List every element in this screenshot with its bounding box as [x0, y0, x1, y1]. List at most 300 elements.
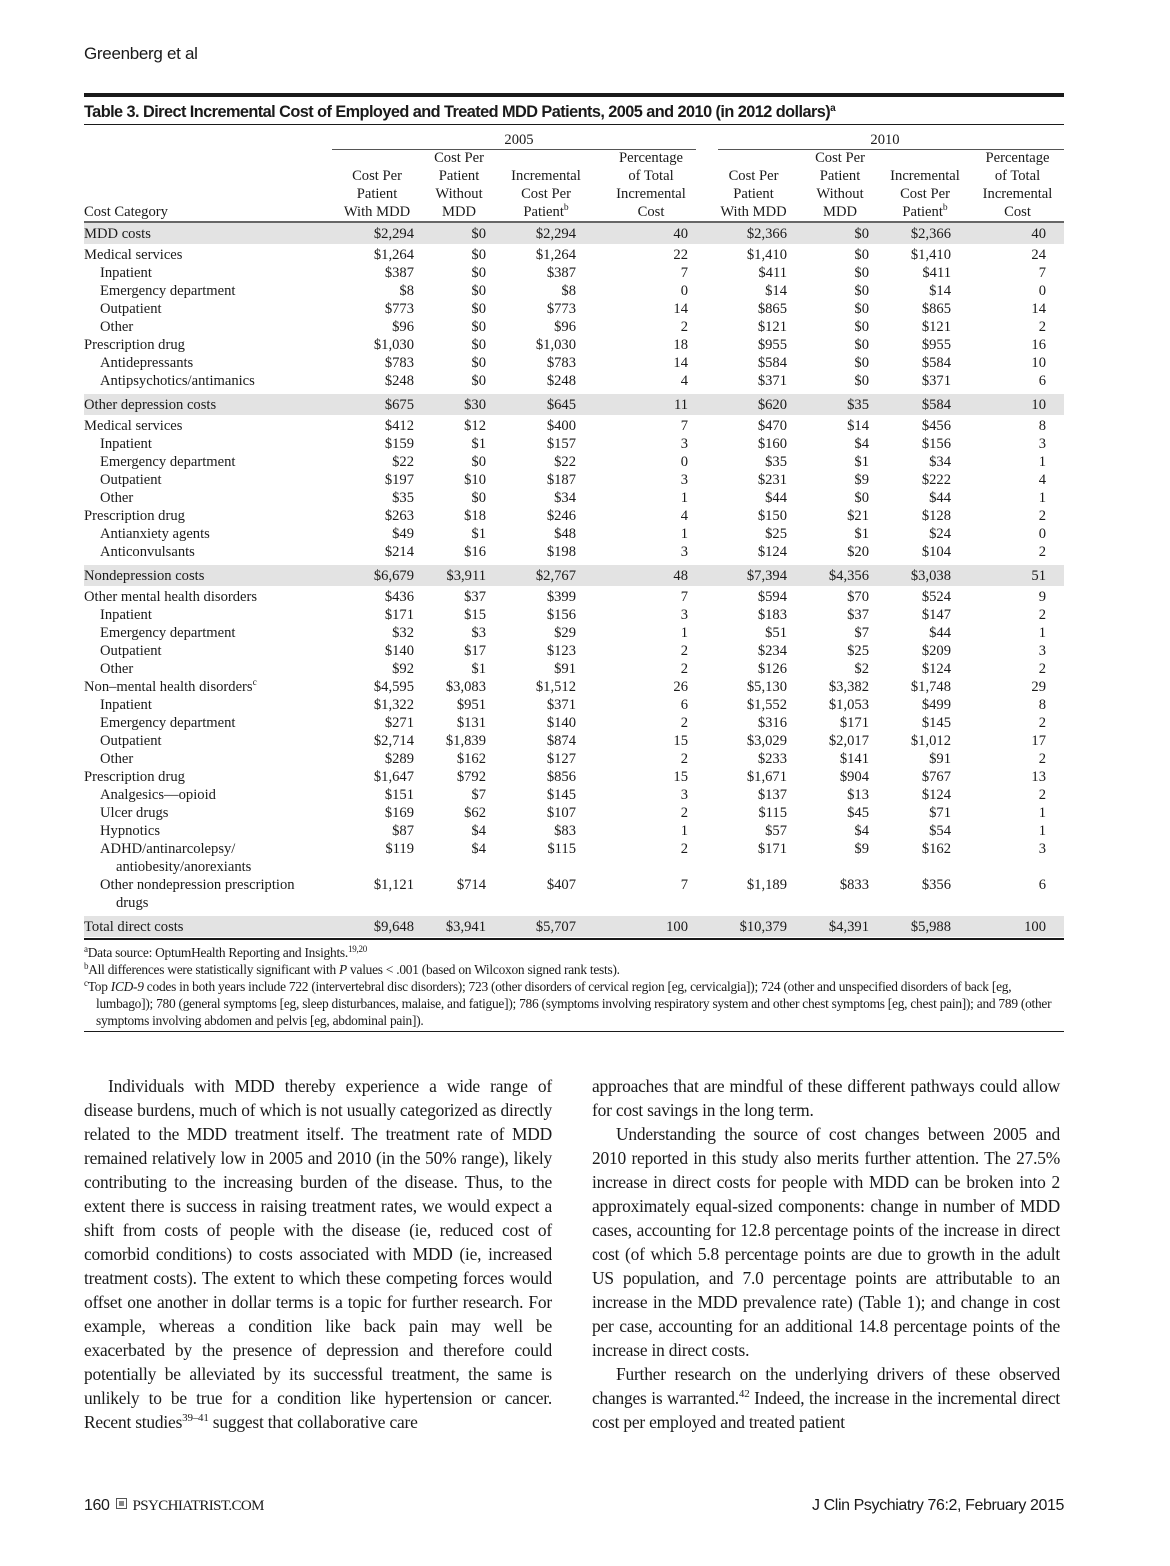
- cell-with-mdd-2005: $140: [384, 643, 414, 659]
- cell-with-mdd-2005: $151: [384, 787, 414, 803]
- cell-without-mdd-2010: $70: [847, 589, 869, 605]
- cell-with-mdd-2010: $183: [757, 607, 787, 623]
- cell-with-mdd-2010: $865: [757, 301, 787, 317]
- cell-with-mdd-2010: $1,552: [746, 697, 787, 713]
- cell-with-mdd-2010: $620: [706, 394, 801, 415]
- table-row: [84, 714, 1064, 732]
- row-label: Other: [100, 319, 134, 335]
- cell-with-mdd-2010: $2,366: [706, 222, 801, 244]
- cell-percentage-2005: 1: [680, 625, 688, 641]
- year-2005-header: 2005: [332, 125, 706, 149]
- cell-with-mdd-2005: $214: [384, 544, 414, 560]
- cell-percentage-2005: 14: [673, 355, 688, 371]
- cell-with-mdd-2010: $171: [757, 841, 787, 857]
- row-label: Inpatient: [100, 265, 152, 281]
- col-with-mdd-2010: Cost Per Patient With MDD: [706, 149, 801, 222]
- cell-incremental-2005: $783: [546, 355, 576, 371]
- cell-percentage-2010: 14: [1031, 301, 1046, 317]
- cell-with-mdd-2010: $10,379: [706, 916, 801, 937]
- table-row: [84, 786, 1064, 804]
- cell-with-mdd-2005: $96: [392, 319, 414, 335]
- cell-with-mdd-2005: $1,647: [373, 769, 414, 785]
- row-label: Other: [100, 751, 134, 767]
- cell-incremental-2010: $128: [921, 508, 951, 524]
- col-percentage-2010: Percentage of Total Incremental Cost: [971, 149, 1064, 222]
- col-without-mdd-2005: Cost Per Patient Without MDD: [422, 149, 496, 222]
- cell-with-mdd-2005: $49: [392, 526, 414, 542]
- cell-incremental-2010: $124: [921, 661, 951, 677]
- cell-incremental-2005: $29: [554, 625, 576, 641]
- cell-percentage-2005: 4: [680, 508, 688, 524]
- table-row: [84, 678, 1064, 696]
- cell-with-mdd-2005: $387: [384, 265, 414, 281]
- cell-percentage-2005: 6: [680, 697, 688, 713]
- table-title-footnote-mark: a: [830, 103, 836, 114]
- table-row: [84, 282, 1064, 300]
- row-label: Analgesics—opioid: [100, 787, 216, 803]
- cell-without-mdd-2005: $3,941: [422, 916, 496, 937]
- cell-percentage-2010: 4: [1038, 472, 1046, 488]
- table-row: [84, 244, 1064, 264]
- table-row: [84, 435, 1064, 453]
- cost-table: [84, 125, 1064, 937]
- table-row: [84, 372, 1064, 390]
- row-label: Emergency department: [100, 283, 236, 299]
- cell-with-mdd-2005: $2,294: [332, 222, 422, 244]
- cell-incremental-2005: $371: [546, 697, 576, 713]
- cell-with-mdd-2005: $8: [399, 283, 414, 299]
- footnote-a: $^a$Data source: OptumHealth Reporting and Insights.$^{19,20}$: [84, 944, 367, 960]
- table-row: [84, 543, 1064, 561]
- cell-with-mdd-2010: $150: [757, 508, 787, 524]
- cell-percentage-2005: 4: [680, 373, 688, 389]
- cell-with-mdd-2010: $44: [765, 490, 787, 506]
- table-row: [84, 642, 1064, 660]
- cell-without-mdd-2005: $3: [471, 625, 486, 641]
- cell-without-mdd-2010: $25: [847, 643, 869, 659]
- cell-incremental-2010: $147: [921, 607, 951, 623]
- cell-incremental-2010: $2,366: [879, 222, 971, 244]
- cell-percentage-2010: 8: [1038, 418, 1046, 434]
- cell-incremental-2005: $96: [554, 319, 576, 335]
- cell-without-mdd-2010: $1: [854, 526, 869, 542]
- cell-incremental-2005: $1,030: [535, 337, 576, 353]
- row-label: Medical services: [84, 247, 183, 263]
- cell-percentage-2010: 40: [971, 222, 1064, 244]
- table-row: [84, 318, 1064, 336]
- cell-with-mdd-2005: $9,648: [332, 916, 422, 937]
- cell-without-mdd-2005: $0: [471, 490, 486, 506]
- col-with-mdd-2005: Cost Per Patient With MDD: [332, 149, 422, 222]
- cell-with-mdd-2005: $1,264: [373, 247, 414, 263]
- cell-percentage-2010: 10: [1031, 355, 1046, 371]
- cell-percentage-2010: 1: [1038, 823, 1046, 839]
- cell-incremental-2010: $1,748: [910, 679, 951, 695]
- cell-percentage-2010: 2: [1038, 661, 1046, 677]
- cell-with-mdd-2010: $35: [765, 454, 787, 470]
- cell-percentage-2010: 2: [1038, 607, 1046, 623]
- cell-without-mdd-2010: $141: [839, 751, 869, 767]
- col-percentage-2005: Percentage of Total Incremental Cost: [596, 149, 706, 222]
- cell-without-mdd-2005: $131: [456, 715, 486, 731]
- cell-percentage-2010: 100: [971, 916, 1064, 937]
- cell-incremental-2005: $645: [496, 394, 596, 415]
- cell-with-mdd-2010: $955: [757, 337, 787, 353]
- table-row: [84, 840, 1064, 876]
- row-label: MDD costs: [84, 222, 332, 244]
- cell-without-mdd-2010: $2,017: [828, 733, 869, 749]
- cell-without-mdd-2005: $951: [456, 697, 486, 713]
- row-label: Prescription drug: [84, 769, 185, 785]
- cell-incremental-2010: $124: [921, 787, 951, 803]
- cell-with-mdd-2005: $169: [384, 805, 414, 821]
- cell-without-mdd-2005: $18: [464, 508, 486, 524]
- row-label: Outpatient: [100, 472, 162, 488]
- paragraph: approaches that are mindful of these different pathways could allow for cost savings in the long term.: [592, 1076, 1060, 1120]
- cell-with-mdd-2010: $57: [765, 823, 787, 839]
- cell-incremental-2010: $1,410: [910, 247, 951, 263]
- cell-incremental-2005: $34: [554, 490, 576, 506]
- cell-without-mdd-2010: $0: [854, 265, 869, 281]
- cell-without-mdd-2005: $1: [471, 526, 486, 542]
- cell-without-mdd-2010: $1,053: [828, 697, 869, 713]
- table-row: [84, 471, 1064, 489]
- row-label: Medical services: [84, 418, 183, 434]
- cell-with-mdd-2010: $160: [757, 436, 787, 452]
- cell-incremental-2010: $156: [921, 436, 951, 452]
- cell-percentage-2010: 0: [1038, 283, 1046, 299]
- cell-with-mdd-2005: $1,030: [373, 337, 414, 353]
- cell-with-mdd-2010: $3,029: [746, 733, 787, 749]
- cell-with-mdd-2005: $412: [384, 418, 414, 434]
- cell-incremental-2010: $14: [929, 283, 951, 299]
- cell-percentage-2005: 2: [680, 661, 688, 677]
- citation-ref: 39–41: [182, 1412, 209, 1424]
- cell-with-mdd-2005: $289: [384, 751, 414, 767]
- cell-with-mdd-2010: $316: [757, 715, 787, 731]
- cell-incremental-2010: $1,012: [910, 733, 951, 749]
- cell-percentage-2010: 3: [1038, 643, 1046, 659]
- row-label: Emergency department: [100, 625, 236, 641]
- cell-incremental-2010: $767: [921, 769, 951, 785]
- cell-percentage-2005: 7: [680, 589, 688, 605]
- row-label: Inpatient: [100, 607, 152, 623]
- cell-percentage-2005: 1: [680, 490, 688, 506]
- cell-without-mdd-2010: $0: [854, 283, 869, 299]
- table-body: [84, 222, 1064, 937]
- cell-without-mdd-2010: $833: [839, 877, 869, 893]
- cell-with-mdd-2010: $121: [757, 319, 787, 335]
- cell-incremental-2010: $356: [921, 877, 951, 893]
- journal-citation: J Clin Psychiatry 76:2, February 2015: [812, 1497, 1064, 1514]
- cell-percentage-2010: 8: [1038, 697, 1046, 713]
- cell-without-mdd-2005: $12: [464, 418, 486, 434]
- cell-without-mdd-2010: $904: [839, 769, 869, 785]
- cell-with-mdd-2010: $1,189: [746, 877, 787, 893]
- cell-percentage-2005: 7: [680, 877, 688, 893]
- cell-percentage-2005: 26: [673, 679, 688, 695]
- cell-incremental-2010: $371: [921, 373, 951, 389]
- cell-without-mdd-2010: $45: [847, 805, 869, 821]
- cell-incremental-2005: $123: [546, 643, 576, 659]
- square-bullet-icon: [116, 1498, 127, 1509]
- cell-percentage-2010: 2: [1038, 508, 1046, 524]
- cell-percentage-2005: 2: [680, 643, 688, 659]
- table-row: [84, 660, 1064, 678]
- cell-with-mdd-2005: $197: [384, 472, 414, 488]
- cell-percentage-2010: 13: [1031, 769, 1046, 785]
- cell-incremental-2005: $91: [554, 661, 576, 677]
- cell-without-mdd-2010: $0: [854, 247, 869, 263]
- cell-percentage-2010: 29: [1031, 679, 1046, 695]
- cell-percentage-2010: 7: [1038, 265, 1046, 281]
- cell-incremental-2005: $248: [546, 373, 576, 389]
- row-label: Other nondepression prescription drugs: [100, 877, 295, 911]
- cell-without-mdd-2005: $0: [471, 355, 486, 371]
- row-label: Other depression costs: [84, 394, 332, 415]
- cell-incremental-2010: $411: [922, 265, 951, 281]
- cell-percentage-2005: 3: [680, 607, 688, 623]
- row-label: Anticonvulsants: [100, 544, 195, 560]
- cell-incremental-2010: $865: [921, 301, 951, 317]
- cell-without-mdd-2010: $3,382: [828, 679, 869, 695]
- cell-with-mdd-2010: $411: [758, 265, 787, 281]
- cell-without-mdd-2010: $13: [847, 787, 869, 803]
- cell-without-mdd-2005: $17: [464, 643, 486, 659]
- table-row: [84, 415, 1064, 435]
- cell-with-mdd-2010: $1,410: [746, 247, 787, 263]
- row-label: Prescription drug: [84, 337, 185, 353]
- cell-without-mdd-2005: $1,839: [445, 733, 486, 749]
- cell-with-mdd-2010: $594: [757, 589, 787, 605]
- cell-percentage-2005: 22: [673, 247, 688, 263]
- cell-incremental-2005: $115: [547, 841, 576, 857]
- running-head: Greenberg et al: [84, 44, 198, 63]
- cell-incremental-2010: $44: [929, 625, 951, 641]
- paragraph: Understanding the source of cost changes between 2005 and 2010 reported in this study also merits further attention. The 27.5% increase in direct costs for people with MDD can be broken into 2 approximately equal-sized components: change in number of MDD cases, accounting for 12.8 percentage points of the increase in direct cost (of which 5.8 percentage points are due to growth in the adult US population, and 7.0 percentage points are attributable to an increase in the MDD prevalence rate) (Table 1); and change in cost per case, accounting for an additional 14.8 percentage points of the increase in direct costs.: [592, 1124, 1060, 1360]
- cell-with-mdd-2005: $119: [385, 841, 414, 857]
- cell-incremental-2005: $399: [546, 589, 576, 605]
- cell-incremental-2005: $5,707: [496, 916, 596, 937]
- cell-percentage-2010: 2: [1038, 751, 1046, 767]
- cell-percentage-2010: 6: [1038, 877, 1046, 893]
- footnote-c: $^c$Top ICD-9 codes in both years include 722 (intervertebral disc disorders); 723 (other disorders of cervical region [eg, cervicalgia]); 724 (other and unspecified disorders of back [eg, lumbago]); 780 (general symptoms [eg, sleep disturbances, malaise, and fatigue]); 786 (symptoms involving respiratory system and other chest symptoms [eg, chest pain]); and 789 (other symptoms involving abdomen and pelvis [eg, abdominal pain]).: [84, 978, 1052, 1028]
- cell-percentage-2010: 1: [1038, 805, 1046, 821]
- row-label: Antianxiety agents: [100, 526, 210, 542]
- table-row-section: [84, 394, 1064, 415]
- cell-without-mdd-2010: $0: [801, 222, 879, 244]
- cell-with-mdd-2010: $137: [757, 787, 787, 803]
- cell-without-mdd-2005: $0: [471, 319, 486, 335]
- cell-with-mdd-2005: $675: [332, 394, 422, 415]
- cell-with-mdd-2010: $5,130: [746, 679, 787, 695]
- table-title: [84, 97, 1064, 125]
- cell-incremental-2005: $145: [546, 787, 576, 803]
- cell-without-mdd-2005: $1: [471, 436, 486, 452]
- cell-with-mdd-2010: $1,671: [746, 769, 787, 785]
- cell-with-mdd-2010: $115: [758, 805, 787, 821]
- table-row: [84, 876, 1064, 912]
- cell-without-mdd-2005: $0: [471, 265, 486, 281]
- table-row: [84, 804, 1064, 822]
- cell-incremental-2005: $387: [546, 265, 576, 281]
- cell-incremental-2010: $499: [921, 697, 951, 713]
- cell-without-mdd-2005: $3,083: [445, 679, 486, 695]
- cell-percentage-2005: 100: [596, 916, 706, 937]
- cell-incremental-2010: $524: [921, 589, 951, 605]
- cell-without-mdd-2010: $4: [854, 823, 869, 839]
- cell-without-mdd-2005: $0: [471, 283, 486, 299]
- cell-incremental-2010: $222: [921, 472, 951, 488]
- table-row: [84, 264, 1064, 282]
- cell-without-mdd-2005: $0: [422, 222, 496, 244]
- cell-without-mdd-2010: $0: [854, 355, 869, 371]
- cell-without-mdd-2005: $3,911: [422, 565, 496, 586]
- table-row: [84, 525, 1064, 543]
- cell-incremental-2010: $24: [929, 526, 951, 542]
- cell-percentage-2010: 10: [971, 394, 1064, 415]
- page-footer-left: [84, 1497, 264, 1515]
- cell-percentage-2005: 3: [680, 436, 688, 452]
- cell-without-mdd-2010: $2: [854, 661, 869, 677]
- cell-percentage-2005: 2: [680, 715, 688, 731]
- cell-with-mdd-2005: $32: [392, 625, 414, 641]
- cell-percentage-2005: 40: [596, 222, 706, 244]
- cell-incremental-2010: $5,988: [879, 916, 971, 937]
- cell-without-mdd-2005: $7: [471, 787, 486, 803]
- cell-percentage-2010: 1: [1038, 490, 1046, 506]
- cell-with-mdd-2005: $271: [384, 715, 414, 731]
- table-row-section: [84, 222, 1064, 244]
- table-row: [84, 606, 1064, 624]
- cell-with-mdd-2005: $159: [384, 436, 414, 452]
- cell-without-mdd-2010: $37: [847, 607, 869, 623]
- site-link[interactable]: PSYCHIATRIST.COM: [132, 1498, 264, 1514]
- table-row: [84, 768, 1064, 786]
- cell-without-mdd-2010: $1: [854, 454, 869, 470]
- row-label: Hypnotics: [100, 823, 160, 839]
- cell-with-mdd-2005: $171: [384, 607, 414, 623]
- body-column-left: [84, 1074, 552, 1434]
- cell-without-mdd-2010: $9: [854, 841, 869, 857]
- cell-percentage-2005: 2: [680, 805, 688, 821]
- cell-with-mdd-2010: $124: [757, 544, 787, 560]
- table-row: [84, 336, 1064, 354]
- cell-without-mdd-2010: $0: [854, 319, 869, 335]
- cell-incremental-2005: $246: [546, 508, 576, 524]
- cell-without-mdd-2005: $62: [464, 805, 486, 821]
- cell-without-mdd-2010: $0: [854, 490, 869, 506]
- citation-ref: 42: [738, 1388, 750, 1400]
- cell-without-mdd-2005: $4: [471, 823, 486, 839]
- row-label: Other: [100, 661, 134, 677]
- table-row: [84, 507, 1064, 525]
- year-2010-header: 2010: [706, 125, 1064, 149]
- table-row-section: [84, 916, 1064, 937]
- cell-with-mdd-2005: $783: [384, 355, 414, 371]
- cell-incremental-2005: $874: [546, 733, 576, 749]
- cell-with-mdd-2010: $371: [757, 373, 787, 389]
- cell-incremental-2005: $48: [554, 526, 576, 542]
- cell-incremental-2010: $145: [921, 715, 951, 731]
- cost-category-header: Cost Category: [84, 149, 332, 222]
- cell-incremental-2005: $1,512: [535, 679, 576, 695]
- cell-without-mdd-2005: $0: [471, 454, 486, 470]
- column-header-row: [84, 149, 1064, 222]
- cell-incremental-2010: $456: [921, 418, 951, 434]
- cell-percentage-2010: 2: [1038, 715, 1046, 731]
- cell-percentage-2010: 3: [1038, 841, 1046, 857]
- cell-incremental-2005: $83: [554, 823, 576, 839]
- cell-without-mdd-2010: $35: [801, 394, 879, 415]
- cell-without-mdd-2005: $162: [456, 751, 486, 767]
- cell-without-mdd-2010: $4: [854, 436, 869, 452]
- row-label: Inpatient: [100, 697, 152, 713]
- cell-incremental-2005: $127: [546, 751, 576, 767]
- cell-without-mdd-2005: $30: [422, 394, 496, 415]
- cell-incremental-2005: $2,767: [496, 565, 596, 586]
- cell-percentage-2005: 14: [673, 301, 688, 317]
- cell-percentage-2010: 1: [1038, 454, 1046, 470]
- row-label: Ulcer drugs: [100, 805, 169, 821]
- cell-without-mdd-2010: $21: [847, 508, 869, 524]
- cell-without-mdd-2005: $4: [471, 841, 486, 857]
- cell-without-mdd-2010: $171: [839, 715, 869, 731]
- cell-percentage-2010: 2: [1038, 544, 1046, 560]
- table-row: [84, 732, 1064, 750]
- cell-without-mdd-2005: $37: [464, 589, 486, 605]
- table-row: [84, 586, 1064, 606]
- cell-percentage-2005: 2: [680, 751, 688, 767]
- cell-percentage-2010: 1: [1038, 625, 1046, 641]
- cell-without-mdd-2010: $7: [854, 625, 869, 641]
- cell-without-mdd-2010: $14: [847, 418, 869, 434]
- table-row-section: [84, 565, 1064, 586]
- cell-incremental-2010: $162: [921, 841, 951, 857]
- cell-incremental-2005: $140: [546, 715, 576, 731]
- cell-incremental-2010: $91: [929, 751, 951, 767]
- table-row: [84, 696, 1064, 714]
- cell-without-mdd-2005: $10: [464, 472, 486, 488]
- cell-without-mdd-2005: $1: [471, 661, 486, 677]
- cell-incremental-2005: $187: [546, 472, 576, 488]
- cell-percentage-2010: 9: [1038, 589, 1046, 605]
- cell-without-mdd-2005: $15: [464, 607, 486, 623]
- row-label: Prescription drug: [84, 508, 185, 524]
- row-label: Outpatient: [100, 301, 162, 317]
- table-3: [84, 93, 1064, 1032]
- cell-percentage-2005: 7: [680, 265, 688, 281]
- cell-with-mdd-2010: $231: [757, 472, 787, 488]
- cell-percentage-2010: 6: [1038, 373, 1046, 389]
- row-label: Antipsychotics/antimanics: [100, 373, 255, 389]
- year-header-row: [84, 125, 1064, 149]
- cell-without-mdd-2010: $0: [854, 301, 869, 317]
- table-title-text: Table 3. Direct Incremental Cost of Employed and Treated MDD Patients, 2005 and 2010 (in 2012 dollars): [84, 103, 831, 121]
- cell-incremental-2010: $209: [921, 643, 951, 659]
- cell-with-mdd-2010: $51: [765, 625, 787, 641]
- cell-without-mdd-2010: $9: [854, 472, 869, 488]
- cell-incremental-2010: $3,038: [879, 565, 971, 586]
- col-incremental-2010: Incremental Cost Per Patient$^b$: [879, 149, 971, 222]
- cell-without-mdd-2010: $20: [847, 544, 869, 560]
- cell-percentage-2005: 11: [596, 394, 706, 415]
- page-number: 160: [84, 1497, 110, 1514]
- cell-percentage-2010: 2: [1038, 319, 1046, 335]
- body-column-right: [592, 1074, 1060, 1434]
- col-incremental-2005: Incremental Cost Per Patient$^b$: [496, 149, 596, 222]
- cell-with-mdd-2005: $4,595: [373, 679, 414, 695]
